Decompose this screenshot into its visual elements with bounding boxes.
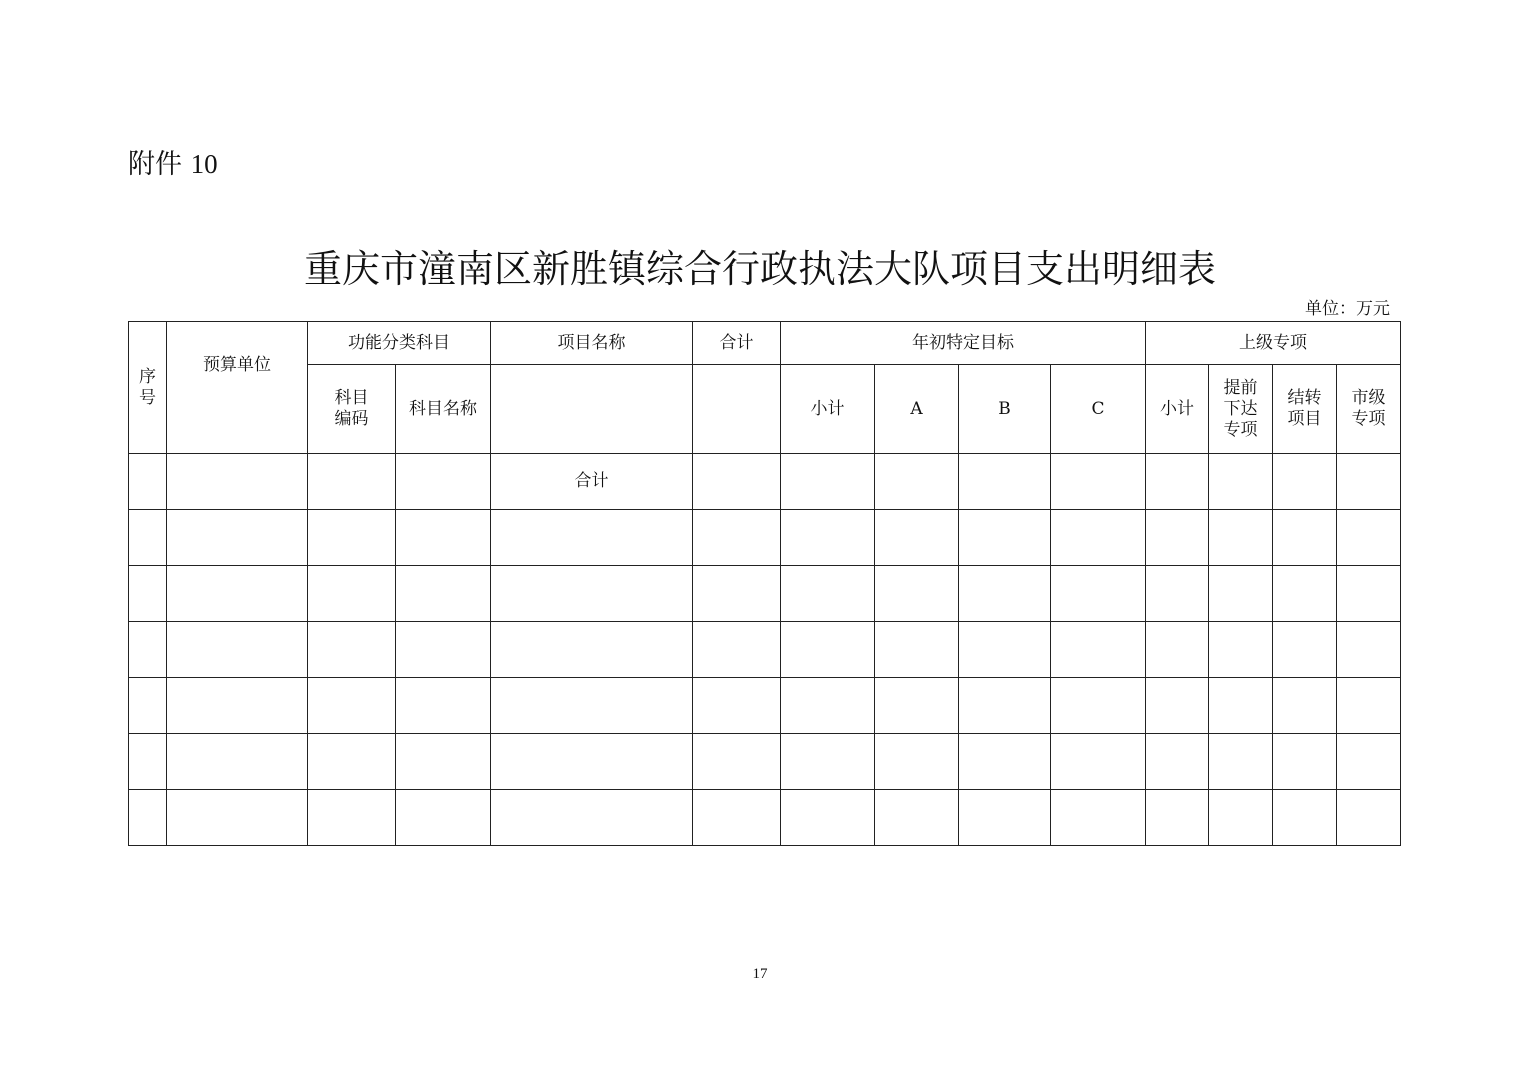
table-cell (959, 454, 1051, 510)
table-cell (875, 734, 959, 790)
table-cell (875, 622, 959, 678)
table-cell (308, 454, 396, 510)
table-cell (1337, 566, 1401, 622)
table-cell: 合计 (491, 454, 693, 510)
table-cell (491, 566, 693, 622)
header-subject-code-text: 科目编码 (334, 388, 369, 429)
table-cell (491, 510, 693, 566)
table-cell (129, 510, 167, 566)
attachment-number: 10 (190, 149, 218, 179)
table-cell (1051, 454, 1146, 510)
header-city (1337, 365, 1401, 454)
table-cell (781, 454, 875, 510)
table-cell (1337, 622, 1401, 678)
table-cell (1273, 790, 1337, 846)
table-cell (693, 510, 781, 566)
table-cell (491, 622, 693, 678)
table-cell (781, 510, 875, 566)
header-superior: 上级专项 (1146, 322, 1401, 365)
header-row-2 (129, 365, 1401, 454)
header-subject-name: 科目名称 (396, 365, 491, 454)
table-cell (1209, 734, 1273, 790)
table-cell (129, 454, 167, 510)
table-cell (1051, 510, 1146, 566)
table-cell (1051, 622, 1146, 678)
table-cell (1146, 678, 1209, 734)
table-cell (167, 790, 308, 846)
table-cell (308, 622, 396, 678)
table-cell (396, 622, 491, 678)
table-cell (129, 734, 167, 790)
header-annual-targets: 年初特定目标 (781, 322, 1146, 365)
table-cell (693, 454, 781, 510)
table-cell (959, 510, 1051, 566)
table-cell (129, 678, 167, 734)
table-cell (396, 454, 491, 510)
table-cell (1051, 790, 1146, 846)
table-cell (396, 734, 491, 790)
header-advance (1209, 365, 1273, 454)
table-cell (959, 622, 1051, 678)
header-subject-code (308, 365, 396, 454)
table-cell (693, 678, 781, 734)
header-city-text: 市级专项 (1351, 388, 1386, 429)
table-cell (959, 678, 1051, 734)
table-cell (129, 622, 167, 678)
table-cell (693, 566, 781, 622)
table-cell (1337, 510, 1401, 566)
header-c: C (1051, 365, 1146, 454)
table-cell (693, 734, 781, 790)
table-cell (875, 566, 959, 622)
table-cell (491, 790, 693, 846)
table-cell (396, 678, 491, 734)
table-cell (129, 566, 167, 622)
table-cell (781, 790, 875, 846)
table-cell (781, 734, 875, 790)
table-cell (1146, 566, 1209, 622)
table-cell (167, 622, 308, 678)
table-row (129, 454, 1401, 510)
table-cell (396, 510, 491, 566)
table-cell (781, 678, 875, 734)
attachment-text: 附件 (128, 149, 182, 180)
table-cell (308, 510, 396, 566)
table-cell (308, 678, 396, 734)
table-cell (1337, 454, 1401, 510)
header-total-blank (693, 365, 781, 454)
table-cell (875, 678, 959, 734)
table-cell (129, 790, 167, 846)
table-cell (1273, 454, 1337, 510)
table-cell (1209, 622, 1273, 678)
header-func-class: 功能分类科目 (308, 322, 491, 365)
table-cell (1273, 622, 1337, 678)
header-seq-text: 序号 (139, 366, 156, 408)
table-cell (308, 566, 396, 622)
unit-label: 单位：万元 (1305, 299, 1390, 319)
table-cell (1146, 454, 1209, 510)
table-cell (1051, 734, 1146, 790)
header-a: A (875, 365, 959, 454)
table-cell (1051, 678, 1146, 734)
table-cell (167, 734, 308, 790)
header-annual-subtotal: 小计 (781, 365, 875, 454)
page-title: 重庆市潼南区新胜镇综合行政执法大队项目支出明细表 (303, 247, 1216, 291)
attachment-label (128, 142, 218, 181)
table-cell (1273, 566, 1337, 622)
expenditure-table (128, 321, 1401, 846)
table-cell (959, 734, 1051, 790)
table-cell (1337, 734, 1401, 790)
table-cell (875, 510, 959, 566)
table-cell (1209, 566, 1273, 622)
page-number: 17 (752, 966, 768, 982)
header-row-1 (129, 322, 1401, 365)
table-cell (1146, 790, 1209, 846)
table-cell (1273, 678, 1337, 734)
table-cell (1146, 510, 1209, 566)
table-cell (491, 734, 693, 790)
table-cell (1209, 678, 1273, 734)
header-project-name: 项目名称 (491, 322, 693, 365)
table-cell (959, 790, 1051, 846)
table-cell (693, 790, 781, 846)
table-row (129, 790, 1401, 846)
table-cell (491, 678, 693, 734)
header-advance-text: 提前下达专项 (1223, 377, 1258, 440)
table-cell (693, 622, 781, 678)
table-cell (1146, 734, 1209, 790)
header-project-name-blank (491, 365, 693, 454)
table-cell (1146, 622, 1209, 678)
table-cell (875, 454, 959, 510)
table-cell (167, 566, 308, 622)
table-cell (1337, 790, 1401, 846)
table-cell (1209, 790, 1273, 846)
table-cell (396, 790, 491, 846)
table-cell (396, 566, 491, 622)
table-row (129, 622, 1401, 678)
table-cell (308, 734, 396, 790)
header-total: 合计 (693, 322, 781, 365)
table-row (129, 510, 1401, 566)
table-cell (1337, 678, 1401, 734)
table-cell (308, 790, 396, 846)
table-cell (167, 678, 308, 734)
table-row (129, 678, 1401, 734)
table-cell (1273, 734, 1337, 790)
table-row (129, 734, 1401, 790)
table-cell (1051, 566, 1146, 622)
table-cell (781, 622, 875, 678)
header-carryover (1273, 365, 1337, 454)
header-budget-unit: 预算单位 (167, 322, 308, 454)
table-cell (1209, 454, 1273, 510)
table-cell (875, 790, 959, 846)
header-b: B (959, 365, 1051, 454)
table-cell (959, 566, 1051, 622)
table-cell (1273, 510, 1337, 566)
header-superior-subtotal: 小计 (1146, 365, 1209, 454)
header-seq (129, 322, 167, 454)
table-cell (167, 510, 308, 566)
header-carryover-text: 结转项目 (1287, 388, 1322, 429)
table-cell (1209, 510, 1273, 566)
table-cell (167, 454, 308, 510)
table-cell (781, 566, 875, 622)
table-row (129, 566, 1401, 622)
